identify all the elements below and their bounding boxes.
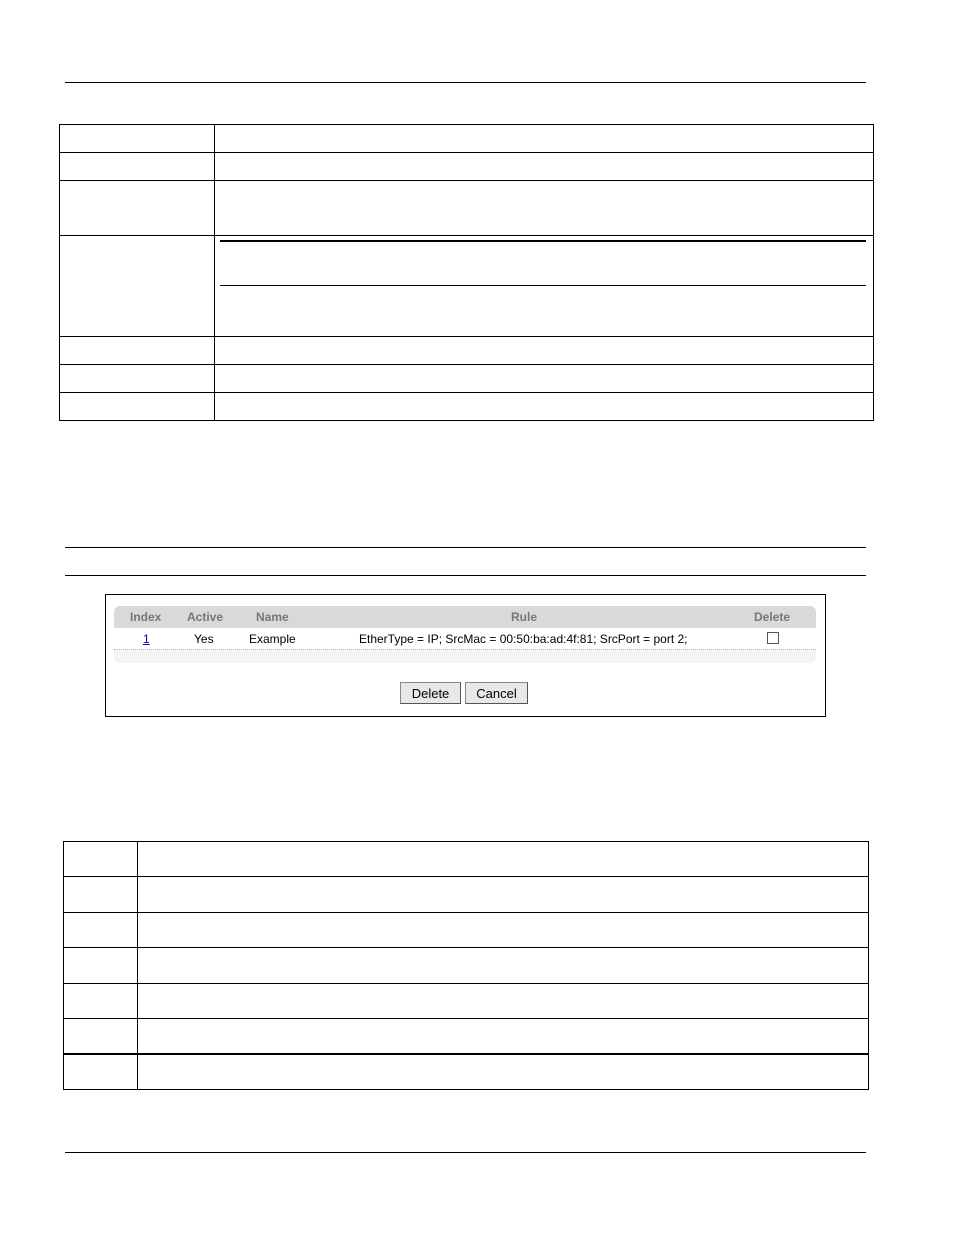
table1-cell xyxy=(215,236,874,337)
figure-rule-bottom xyxy=(65,575,866,576)
table1-cell xyxy=(60,125,215,153)
rule-value: EtherType = IP; SrcMac = 00:50:ba:ad:4f:81; SrcPort = port 2; xyxy=(359,632,688,646)
table2-cell xyxy=(64,1054,138,1090)
table1-cell xyxy=(60,236,215,337)
table1-cell xyxy=(60,337,215,365)
table2-cell xyxy=(64,913,138,948)
table-row xyxy=(114,628,816,650)
figure-rule-top xyxy=(65,547,866,548)
header-delete: Delete xyxy=(754,610,791,624)
delete-button[interactable]: Delete xyxy=(400,682,461,704)
table2-cell xyxy=(138,877,869,913)
table1-cell xyxy=(215,125,874,153)
table1-cell xyxy=(215,393,874,421)
header-rule xyxy=(65,82,866,83)
note-rule-top xyxy=(220,240,866,242)
screenshot-frame xyxy=(105,594,826,717)
table1-cell xyxy=(215,337,874,365)
header-rule: Rule xyxy=(511,610,538,624)
header-active: Active xyxy=(187,610,224,624)
table2-cell xyxy=(138,1019,869,1054)
description-table-2 xyxy=(63,841,869,1090)
header-name: Name xyxy=(256,610,289,624)
header-index: Index xyxy=(130,610,162,624)
note-rule-bottom xyxy=(220,285,866,286)
table1-cell xyxy=(215,365,874,393)
table1-cell xyxy=(215,153,874,181)
table1-cell xyxy=(215,181,874,236)
table1-cell xyxy=(60,153,215,181)
footer-rule xyxy=(65,1152,866,1153)
table1-cell xyxy=(60,181,215,236)
table2-cell xyxy=(138,842,869,877)
table1-cell xyxy=(60,365,215,393)
table2-cell xyxy=(138,1054,869,1090)
rule-list-header xyxy=(114,606,816,628)
table2-cell xyxy=(138,948,869,984)
index-link[interactable]: 1 xyxy=(143,632,150,646)
table2-cell xyxy=(64,842,138,877)
cancel-button[interactable]: Cancel xyxy=(465,682,528,704)
table2-cell xyxy=(138,984,869,1019)
name-value: Example xyxy=(249,632,296,646)
delete-checkbox[interactable] xyxy=(767,632,779,644)
table2-cell xyxy=(64,1019,138,1054)
table1-cell xyxy=(60,393,215,421)
table2-cell xyxy=(64,877,138,913)
table2-cell xyxy=(138,913,869,948)
description-table-1 xyxy=(59,124,874,421)
table2-cell xyxy=(64,984,138,1019)
table2-cell xyxy=(64,948,138,984)
active-value: Yes xyxy=(194,632,214,646)
rule-list-panel xyxy=(114,606,816,663)
